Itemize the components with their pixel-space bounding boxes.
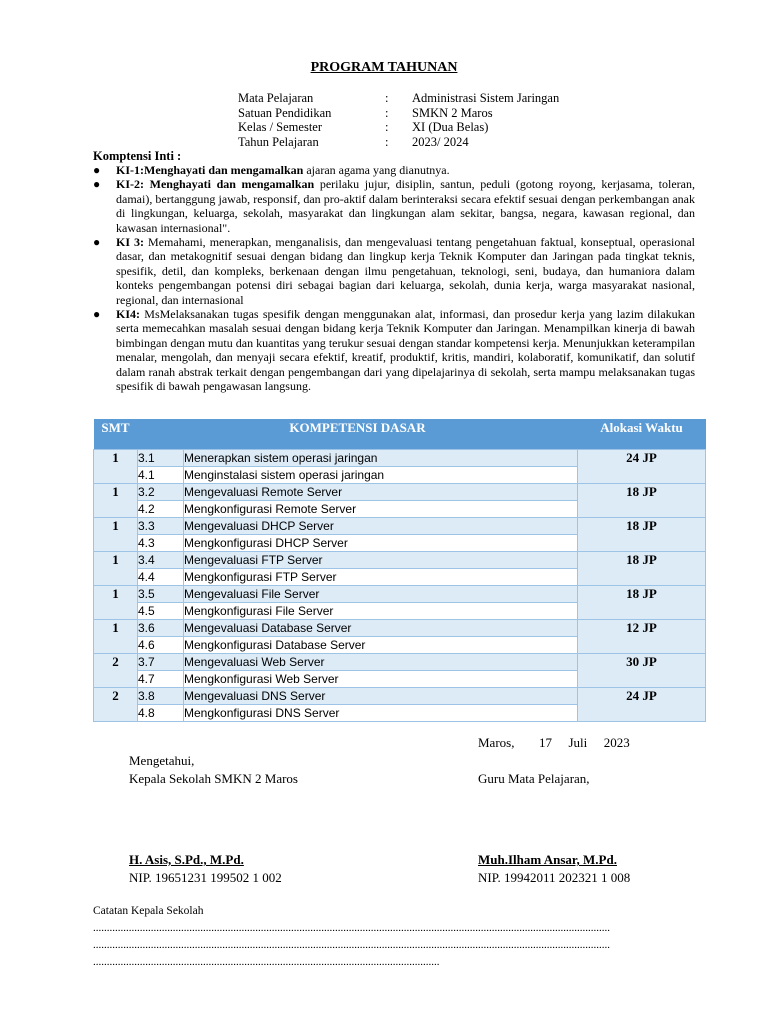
left-line2: Kepala Sekolah SMKN 2 Maros [129, 771, 298, 786]
kd-number: 4.5 [138, 603, 184, 620]
alokasi-cell: 24 JP [578, 688, 706, 722]
table-row [94, 552, 706, 569]
ki-label: KI4: [116, 307, 140, 322]
table-row [94, 688, 706, 705]
meta-colon: : [385, 120, 389, 134]
bullet-icon: ● [93, 177, 101, 192]
kd-name: Mengkonfigurasi Database Server [184, 637, 578, 654]
kd-number: 3.1 [138, 450, 184, 467]
smt-cell: 1 [94, 518, 138, 552]
table-row [94, 484, 706, 501]
kd-name: Mengkonfigurasi DHCP Server [184, 535, 578, 552]
date-place: Maros, [478, 735, 515, 750]
kd-number: 3.7 [138, 654, 184, 671]
kd-number: 4.2 [138, 501, 184, 518]
document-title: PROGRAM TAHUNAN [310, 60, 458, 75]
ki-heading: Komptensi Inti : [93, 149, 182, 163]
smt-cell: 1 [94, 552, 138, 586]
smt-cell: 1 [94, 450, 138, 484]
ki-label: KI-2: Menghayati dan mengamalkan [116, 177, 315, 192]
meta-value: XI (Dua Belas) [412, 120, 489, 134]
table-row [94, 586, 706, 603]
right-line1: Guru Mata Pelajaran, [478, 771, 590, 786]
ki-text: perilaku jujur, disiplin, santun, peduli (gotong royong, kerjasama, toleran, damai), bertanggung jawab, responsif, dan pro-aktif dalam berinteraksi secara efektif sesuai dengan perkembangan anak di lingkungan, keluarga, sekolah, masyarakat dan lingkungan alam sekitar, bangsa, negara, kawasan regional, dan kawasan internasional". [116, 177, 695, 235]
smt-cell: 2 [94, 688, 138, 722]
kd-number: 3.4 [138, 552, 184, 569]
smt-cell: 1 [94, 586, 138, 620]
kd-name: Mengevaluasi File Server [184, 586, 578, 603]
kd-number: 4.4 [138, 569, 184, 586]
meta-value: Administrasi Sistem Jaringan [412, 91, 560, 105]
kd-name: Menerapkan sistem operasi jaringan [184, 450, 578, 467]
meta-row [238, 120, 559, 135]
ki-item [93, 307, 695, 393]
ki-text: ajaran agama yang dianutnya. [303, 163, 450, 177]
kd-name: Mengevaluasi DHCP Server [184, 518, 578, 535]
catatan-line: .............................................................................................................................. [93, 956, 440, 968]
left-line1: Mengetahui, [129, 753, 195, 768]
meta-colon: : [385, 91, 389, 105]
meta-row [238, 106, 559, 121]
bullet-icon: ● [93, 235, 101, 250]
right-signer-name: Muh.Ilham Ansar, M.Pd. [478, 852, 617, 867]
kd-name: Mengevaluasi Database Server [184, 620, 578, 637]
meta-colon: : [385, 105, 389, 120]
ki-item [93, 177, 695, 235]
kd-name: Mengkonfigurasi Remote Server [184, 501, 578, 518]
smt-cell: 2 [94, 654, 138, 688]
alokasi-cell: 24 JP [578, 450, 706, 484]
catatan-line: ............................................................................................................................................................................................ [93, 922, 610, 934]
kd-name: Menginstalasi sistem operasi jaringan [184, 467, 578, 484]
ki-text: MsMelaksanakan tugas spesifik dengan menggunakan alat, informasi, dan prosedur kerja yang lazim dilakukan serta memecahkan masalah sesuai dengan bidang kerja Teknik Komputer dan Jaringan. Menampilkan kinerja di bawah bimbingan dengan mutu dan kuantitas yang terukur sesuai dengan standar kompetensi kerja. Menunjukkan keterampilan menalar, mengolah, dan menyaji secara efektif, kreatif, produktif, kritis, mandiri, kolaboratif, komunikatif, dan solutif dalam ranah abstrak terkait dengan pengembangan dari yang dipelajarinya di sekolah, serta mampu melaksanakan tugas spesifik di bawah pengawasan langsung. [116, 307, 695, 394]
kd-name: Mengkonfigurasi DNS Server [184, 705, 578, 722]
kd-name: Mengevaluasi Web Server [184, 654, 578, 671]
alokasi-cell: 18 JP [578, 552, 706, 586]
table-row [94, 518, 706, 535]
ki-item [93, 235, 695, 307]
header-kd: KOMPETENSI DASAR [138, 419, 578, 450]
bullet-icon: ● [93, 163, 101, 177]
header-alokasi: Alokasi Waktu [578, 419, 706, 450]
ki-item [93, 163, 695, 177]
kompetensi-table [93, 419, 706, 722]
kd-name: Mengevaluasi DNS Server [184, 688, 578, 705]
kd-name: Mengevaluasi Remote Server [184, 484, 578, 501]
meta-label: Tahun Pelajaran [238, 134, 319, 149]
meta-label: Mata Pelajaran [238, 91, 314, 105]
date-month: Juli [568, 735, 588, 750]
kd-number: 3.6 [138, 620, 184, 637]
kd-number: 3.5 [138, 586, 184, 603]
meta-row [238, 91, 559, 106]
meta-value: SMKN 2 Maros [412, 105, 493, 120]
alokasi-cell: 18 JP [578, 586, 706, 620]
alokasi-cell: 30 JP [578, 654, 706, 688]
kd-number: 3.2 [138, 484, 184, 501]
kd-number: 4.3 [138, 535, 184, 552]
signature-date [478, 735, 630, 751]
date-day: 17 [538, 735, 552, 750]
meta-row [238, 135, 559, 150]
kd-name: Mengkonfigurasi FTP Server [184, 569, 578, 586]
kd-name: Mengkonfigurasi Web Server [184, 671, 578, 688]
left-signer-nip: NIP. 19651231 199502 1 002 [129, 870, 282, 885]
ki-list [93, 163, 695, 394]
alokasi-cell: 12 JP [578, 620, 706, 654]
alokasi-cell: 18 JP [578, 518, 706, 552]
right-signer-nip: NIP. 19942011 202321 1 008 [478, 870, 631, 885]
ki-text: Memahami, menerapkan, menganalisis, dan mengevaluasi tentang pengetahuan faktual, konseptual, operasional dasar, dan metakognitif sesuai dengan bidang dan lingkup kerja Teknik Komputer dan Jaringan pada tingkat teknis, spesifik, detil, dan kompleks, berkenaan dengan ilmu pengetahuan, teknologi, seni, budaya, dan humaniora dalam konteks pengembangan potensi diri sebagai bagian dari keluarga, sekolah, dunia kerja, warga masyarakat nasional, regional, dan internasional [116, 235, 695, 307]
meta-block [238, 91, 559, 149]
header-smt: SMT [94, 419, 138, 450]
meta-label: Kelas / Semester [238, 120, 323, 134]
table-body [94, 450, 706, 722]
kd-number: 4.7 [138, 671, 184, 688]
table-row [94, 450, 706, 467]
date-year: 2023 [603, 735, 630, 750]
table-header-row [94, 419, 706, 450]
alokasi-cell: 18 JP [578, 484, 706, 518]
meta-value: 2023/ 2024 [412, 134, 469, 149]
meta-colon: : [385, 134, 389, 149]
left-signer-name: H. Asis, S.Pd., M.Pd. [129, 852, 244, 867]
kd-number: 4.6 [138, 637, 184, 654]
kd-number: 3.3 [138, 518, 184, 535]
kd-name: Mengevaluasi FTP Server [184, 552, 578, 569]
table-row [94, 654, 706, 671]
ki-label: KI-1:Menghayati dan mengamalkan [116, 163, 304, 177]
smt-cell: 1 [94, 620, 138, 654]
kd-number: 4.8 [138, 705, 184, 722]
kd-name: Mengkonfigurasi File Server [184, 603, 578, 620]
ki-label: KI 3: [116, 235, 145, 250]
table-row [94, 620, 706, 637]
bullet-icon: ● [93, 307, 101, 322]
catatan-label: Catatan Kepala Sekolah [93, 905, 204, 917]
smt-cell: 1 [94, 484, 138, 518]
catatan-line: ............................................................................................................................................................................................ [93, 939, 610, 951]
meta-label: Satuan Pendidikan [238, 105, 332, 120]
kd-number: 4.1 [138, 467, 184, 484]
kd-number: 3.8 [138, 688, 184, 705]
